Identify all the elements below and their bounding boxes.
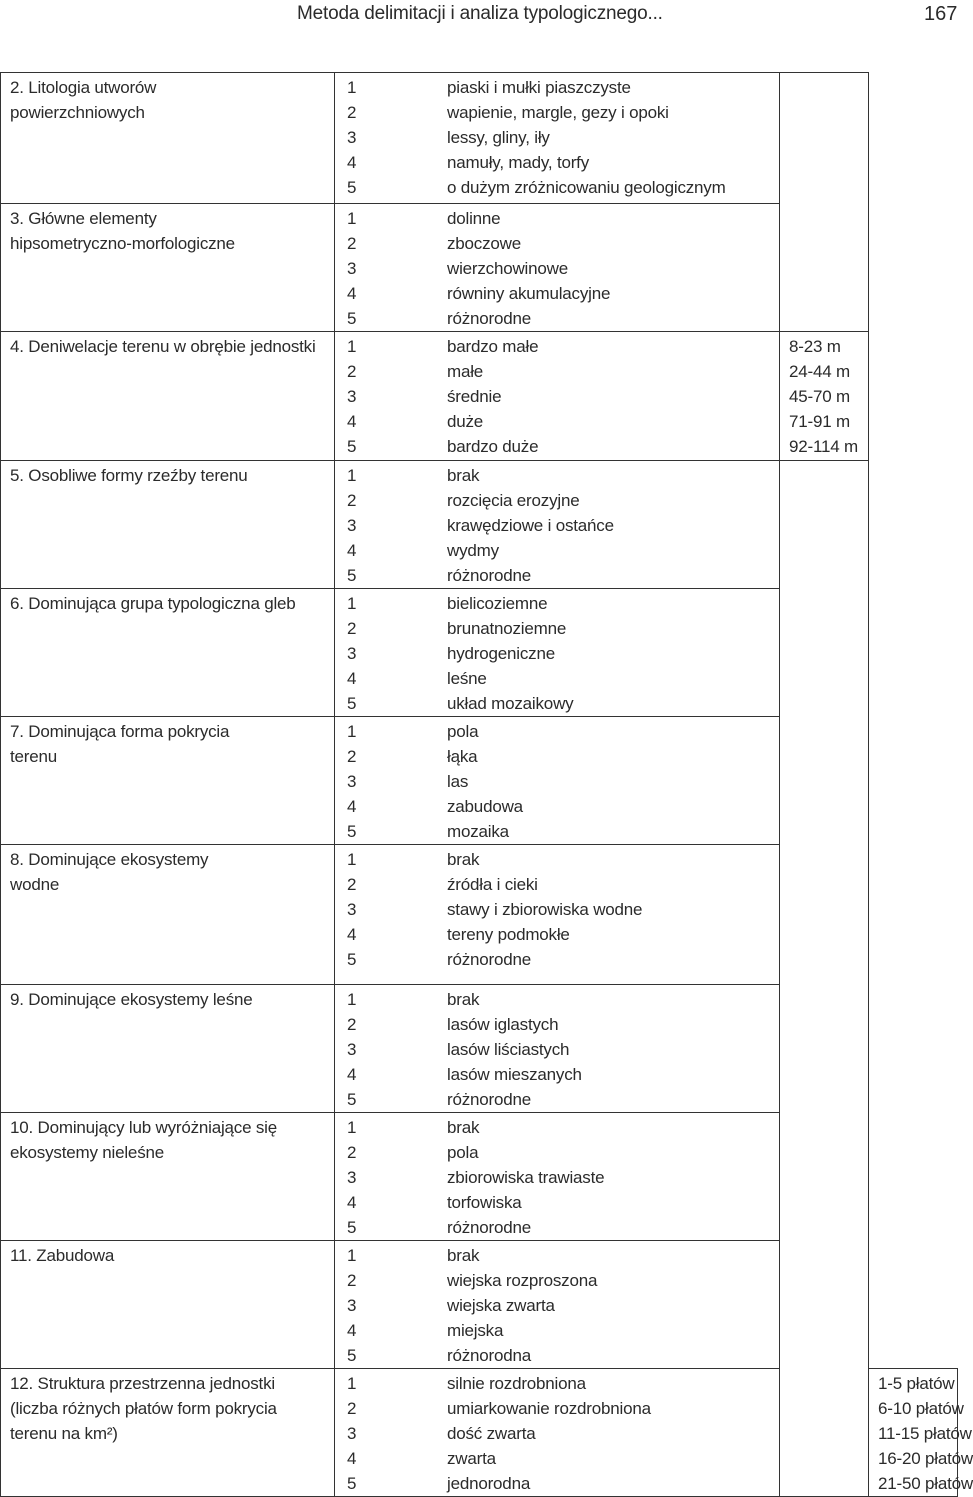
description-line: różnorodne — [447, 566, 532, 585]
description-line: lasów iglastych — [447, 1015, 559, 1034]
code-number: 4 — [347, 1065, 357, 1084]
code-number: 1 — [347, 209, 357, 228]
code-cell — [335, 589, 438, 717]
code-number: 1 — [347, 594, 357, 613]
description-cell — [437, 204, 780, 332]
value-range-line: 24-44 m — [789, 362, 850, 381]
code-number: 2 — [347, 1015, 357, 1034]
value-range-line: 71-91 m — [789, 412, 850, 431]
description-line: zabudowa — [447, 797, 523, 816]
value-range-cell — [869, 1369, 973, 1497]
description-cell — [437, 845, 780, 985]
criterion-line: 4. Deniwelacje terenu w obrębie jednostki — [10, 337, 316, 356]
description-line: różnorodne — [447, 309, 532, 328]
code-cell — [335, 1241, 438, 1369]
description-line: torfowiska — [447, 1193, 522, 1212]
criterion-cell — [1, 717, 335, 845]
description-line: silnie rozdrobniona — [447, 1374, 586, 1393]
code-number: 2 — [347, 875, 357, 894]
code-number: 4 — [347, 1321, 357, 1340]
criterion-cell — [1, 204, 335, 332]
code-number: 4 — [347, 797, 357, 816]
description-line: namuły, mady, torfy — [447, 153, 590, 172]
code-number: 5 — [347, 694, 357, 713]
value-range-cell — [780, 332, 869, 461]
criterion-line: 6. Dominująca grupa typologiczna gleb — [10, 594, 296, 613]
code-number: 2 — [347, 491, 357, 510]
criterion-line: 8. Dominujące ekosystemy — [10, 850, 209, 869]
code-number: 1 — [347, 990, 357, 1009]
code-cell — [335, 845, 438, 985]
criterion-line: wodne — [10, 875, 60, 894]
description-line: brak — [447, 466, 480, 485]
criterion-line: 2. Litologia utworów — [10, 78, 157, 97]
criterion-cell — [1, 985, 335, 1113]
description-line: miejska — [447, 1321, 504, 1340]
code-number: 5 — [347, 566, 357, 585]
code-cell — [335, 717, 438, 845]
code-number: 4 — [347, 153, 357, 172]
criterion-cell — [1, 332, 335, 461]
description-line: jednorodna — [447, 1474, 531, 1493]
code-number: 3 — [347, 1424, 357, 1443]
description-line: różnorodne — [447, 950, 532, 969]
code-number: 3 — [347, 1040, 357, 1059]
description-line: wiejska zwarta — [447, 1296, 555, 1315]
code-number: 1 — [347, 337, 357, 356]
description-line: równiny akumulacyjne — [447, 284, 611, 303]
code-number: 2 — [347, 103, 357, 122]
description-line: las — [447, 772, 469, 791]
description-line: wiejska rozproszona — [447, 1271, 598, 1290]
description-line: lessy, gliny, iły — [447, 128, 550, 147]
code-number: 5 — [347, 437, 357, 456]
description-line: zboczowe — [447, 234, 521, 253]
criterion-line: hipsometryczno-morfologiczne — [10, 234, 235, 253]
code-cell — [335, 1113, 438, 1241]
page-number: 167 — [924, 3, 958, 25]
value-range-cell — [780, 461, 869, 1497]
value-range-line: 45-70 m — [789, 387, 850, 406]
criterion-cell — [1, 1113, 335, 1241]
code-number: 3 — [347, 259, 357, 278]
criterion-line: 12. Struktura przestrzenna jednostki — [10, 1374, 275, 1393]
value-range-line: 21-50 płatów — [878, 1474, 973, 1493]
description-line: dolinne — [447, 209, 501, 228]
description-line: wierzchowinowe — [447, 259, 568, 278]
code-number: 1 — [347, 722, 357, 741]
code-number: 4 — [347, 541, 357, 560]
description-line: hydrogeniczne — [447, 644, 555, 663]
description-cell — [437, 589, 780, 717]
page-header — [0, 0, 960, 30]
code-cell — [335, 985, 438, 1113]
table-row — [1, 461, 958, 589]
code-number: 1 — [347, 850, 357, 869]
table-row — [1, 332, 958, 461]
code-number: 3 — [347, 772, 357, 791]
code-number: 2 — [347, 619, 357, 638]
code-cell — [335, 461, 438, 589]
value-range-line: 6-10 płatów — [878, 1399, 964, 1418]
description-line: różnorodne — [447, 1218, 532, 1237]
code-number: 4 — [347, 669, 357, 688]
value-range-line: 1-5 płatów — [878, 1374, 955, 1393]
criterion-cell — [1, 73, 335, 204]
code-number: 4 — [347, 925, 357, 944]
description-line: różnorodne — [447, 1090, 532, 1109]
description-line: łąka — [447, 747, 478, 766]
description-line: brak — [447, 990, 480, 1009]
description-line: brak — [447, 1118, 480, 1137]
criterion-cell — [1, 589, 335, 717]
code-number: 4 — [347, 1449, 357, 1468]
description-cell — [437, 985, 780, 1113]
code-number: 5 — [347, 1090, 357, 1109]
code-number: 1 — [347, 466, 357, 485]
description-line: bardzo duże — [447, 437, 539, 456]
criteria-table-body — [1, 73, 973, 1497]
description-line: źródła i cieki — [447, 875, 538, 894]
description-line: brak — [447, 850, 480, 869]
code-number: 5 — [347, 822, 357, 841]
criterion-cell — [1, 461, 335, 589]
code-number: 3 — [347, 516, 357, 535]
criterion-cell — [1, 845, 335, 985]
description-line: leśne — [447, 669, 487, 688]
description-line: umiarkowanie rozdrobniona — [447, 1399, 651, 1418]
description-line: brunatnoziemne — [447, 619, 567, 638]
criterion-line: terenu — [10, 747, 58, 766]
description-line: mozaika — [447, 822, 509, 841]
value-range-line: 92-114 m — [789, 437, 858, 456]
code-number: 5 — [347, 1218, 357, 1237]
code-number: 5 — [347, 950, 357, 969]
description-line: rozcięcia erozyjne — [447, 491, 580, 510]
code-number: 2 — [347, 747, 357, 766]
code-number: 2 — [347, 1399, 357, 1418]
criteria-table — [0, 72, 973, 1497]
code-number: 1 — [347, 1374, 357, 1393]
value-range-line: 16-20 płatów — [878, 1449, 973, 1468]
code-number: 3 — [347, 387, 357, 406]
description-line: lasów mieszanych — [447, 1065, 582, 1084]
code-cell — [335, 332, 438, 461]
criterion-line: 5. Osobliwe formy rzeźby terenu — [10, 466, 248, 485]
code-number: 5 — [347, 178, 357, 197]
description-line: dość zwarta — [447, 1424, 536, 1443]
code-number: 3 — [347, 1168, 357, 1187]
code-number: 3 — [347, 644, 357, 663]
description-line: bardzo małe — [447, 337, 539, 356]
code-number: 5 — [347, 309, 357, 328]
code-number: 1 — [347, 1118, 357, 1137]
criterion-line: 9. Dominujące ekosystemy leśne — [10, 990, 253, 1009]
description-line: duże — [447, 412, 484, 431]
description-cell — [437, 332, 780, 461]
code-number: 4 — [347, 1193, 357, 1212]
description-cell — [437, 717, 780, 845]
description-cell — [437, 1241, 780, 1369]
description-line: pola — [447, 722, 479, 741]
description-line: tereny podmokłe — [447, 925, 570, 944]
criterion-line: 10. Dominujący lub wyróżniające się — [10, 1118, 278, 1137]
description-cell — [437, 1369, 780, 1497]
description-line: zwarta — [447, 1449, 496, 1468]
description-line: bielicoziemne — [447, 594, 548, 613]
criterion-line: (liczba różnych płatów form pokrycia — [10, 1399, 277, 1418]
table-row — [1, 73, 958, 204]
description-line: układ mozaikowy — [447, 694, 574, 713]
code-number: 2 — [347, 1271, 357, 1290]
description-line: brak — [447, 1246, 480, 1265]
code-number: 1 — [347, 78, 357, 97]
code-number: 3 — [347, 128, 357, 147]
description-line: stawy i zbiorowiska wodne — [447, 900, 643, 919]
criterion-line: powierzchniowych — [10, 103, 145, 122]
code-number: 5 — [347, 1346, 357, 1365]
criterion-cell — [1, 1241, 335, 1369]
code-number: 4 — [347, 284, 357, 303]
description-line: wydmy — [447, 541, 499, 560]
code-number: 3 — [347, 1296, 357, 1315]
description-cell — [437, 1113, 780, 1241]
code-number: 2 — [347, 234, 357, 253]
description-line: o dużym zróżnicowaniu geologicznym — [447, 178, 726, 197]
description-line: zbiorowiska trawiaste — [447, 1168, 605, 1187]
value-range-line: 8-23 m — [789, 337, 841, 356]
code-number: 4 — [347, 412, 357, 431]
description-line: pola — [447, 1143, 479, 1162]
criterion-line: 3. Główne elementy — [10, 209, 157, 228]
criterion-cell — [1, 1369, 335, 1497]
criterion-line: ekosystemy nieleśne — [10, 1143, 164, 1162]
running-title: Metoda delimitacji i analiza typologicznego... — [297, 3, 663, 24]
code-number: 2 — [347, 362, 357, 381]
code-number: 3 — [347, 900, 357, 919]
code-number: 2 — [347, 1143, 357, 1162]
value-range-line: 11-15 płatów — [878, 1424, 972, 1443]
description-cell — [437, 73, 780, 204]
code-cell — [335, 73, 438, 204]
code-cell — [335, 1369, 438, 1497]
description-line: małe — [447, 362, 484, 381]
description-line: lasów liściastych — [447, 1040, 570, 1059]
criterion-line: terenu na km²) — [10, 1424, 118, 1443]
value-range-cell — [780, 73, 869, 332]
code-cell — [335, 204, 438, 332]
description-cell — [437, 461, 780, 589]
criterion-line: 7. Dominująca forma pokrycia — [10, 722, 230, 741]
criterion-line: 11. Zabudowa — [10, 1246, 115, 1265]
description-line: piaski i mułki piaszczyste — [447, 78, 631, 97]
code-number: 5 — [347, 1474, 357, 1493]
description-line: krawędziowe i ostańce — [447, 516, 614, 535]
description-line: różnorodna — [447, 1346, 532, 1365]
code-number: 1 — [347, 1246, 357, 1265]
description-line: średnie — [447, 387, 502, 406]
description-line: wapienie, margle, gezy i opoki — [447, 103, 669, 122]
